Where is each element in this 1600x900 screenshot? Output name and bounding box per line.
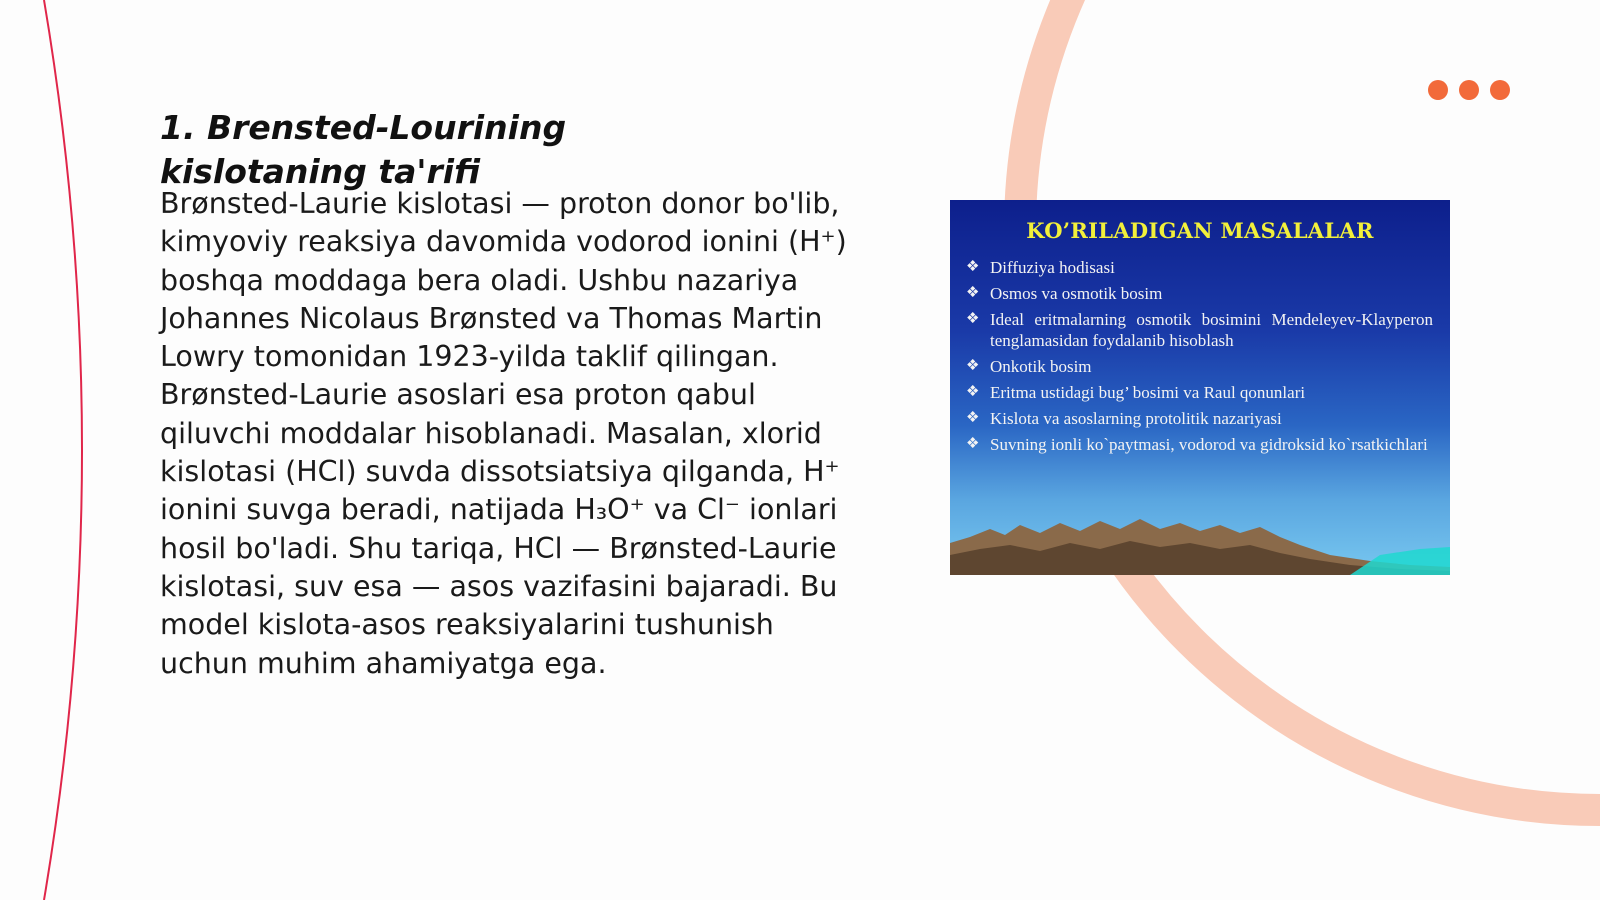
list-item <box>966 309 1433 351</box>
diamond-bullet-icon: ❖ <box>966 311 980 327</box>
dot <box>1490 80 1510 100</box>
diamond-bullet-icon: ❖ <box>966 436 980 452</box>
diamond-bullet-icon: ❖ <box>966 285 980 301</box>
list-item-text: Kislota va asoslarning protolitik nazariyasi <box>990 409 1282 428</box>
diamond-bullet-icon: ❖ <box>966 358 980 374</box>
list-item-text: Osmos va osmotik bosim <box>990 284 1163 303</box>
list-item-text: Diffuziya hodisasi <box>990 258 1115 277</box>
list-item-text: Onkotik bosim <box>990 357 1092 376</box>
list-item <box>966 356 1433 377</box>
slide-image <box>950 200 1450 575</box>
dot <box>1459 80 1479 100</box>
list-item <box>966 382 1433 403</box>
diamond-bullet-icon: ❖ <box>966 384 980 400</box>
mountain-landscape-illustration <box>950 515 1450 575</box>
left-curve-line <box>44 0 82 900</box>
list-item <box>966 257 1433 278</box>
list-item-text: Eritma ustidagi bug’ bosimi va Raul qonunlari <box>990 383 1306 402</box>
list-item <box>966 283 1433 304</box>
list-item-text: Ideal eritmalarning osmotik bosimini Mendeleyev-Klayperon tenglamasidan foydalanib hisoblash <box>990 310 1433 350</box>
list-item <box>966 408 1433 429</box>
diamond-bullet-icon: ❖ <box>966 410 980 426</box>
list-item-text: Suvning ionli ko`paytmasi, vodorod va gidroksid ko`rsatkichlari <box>990 435 1428 454</box>
slide-title: 1. Brensted-Lourining kislotaning ta'rifi <box>160 108 567 191</box>
list-item <box>966 434 1433 455</box>
diamond-bullet-icon: ❖ <box>966 259 980 275</box>
dot <box>1428 80 1448 100</box>
three-dots-icon <box>1428 80 1510 100</box>
image-topic-list <box>950 257 1450 455</box>
image-title: KO’RILADIGAN MASALALAR <box>1026 218 1374 243</box>
slide-body-text: Brønsted-Laurie kislotasi — proton donor bo'lib, kimyoviy reaksiya davomida vodorod ionini (H⁺) boshqa moddaga bera oladi. Ushbu nazariya Johannes Nicolaus Brønsted va Thomas Martin Lowry tomonidan 1923-yilda taklif qilingan. Brønsted-Laurie asoslari esa proton qabul qiluvchi moddalar hisoblanadi. Masalan, xlorid kislotasi (HCl) suvda dissotsiatsiya qilganda, H⁺ ionini suvga beradi, natijada H₃O⁺ va Cl⁻ ionlari hosil bo'ladi. Shu tariqa, HCl — Brønsted-Laurie kislotasi, suv esa — asos vazifasini bajaradi. Bu model kislota-asos reaksiyalarini tushunish uchun muhim ahamiyatga ega. <box>160 187 847 680</box>
